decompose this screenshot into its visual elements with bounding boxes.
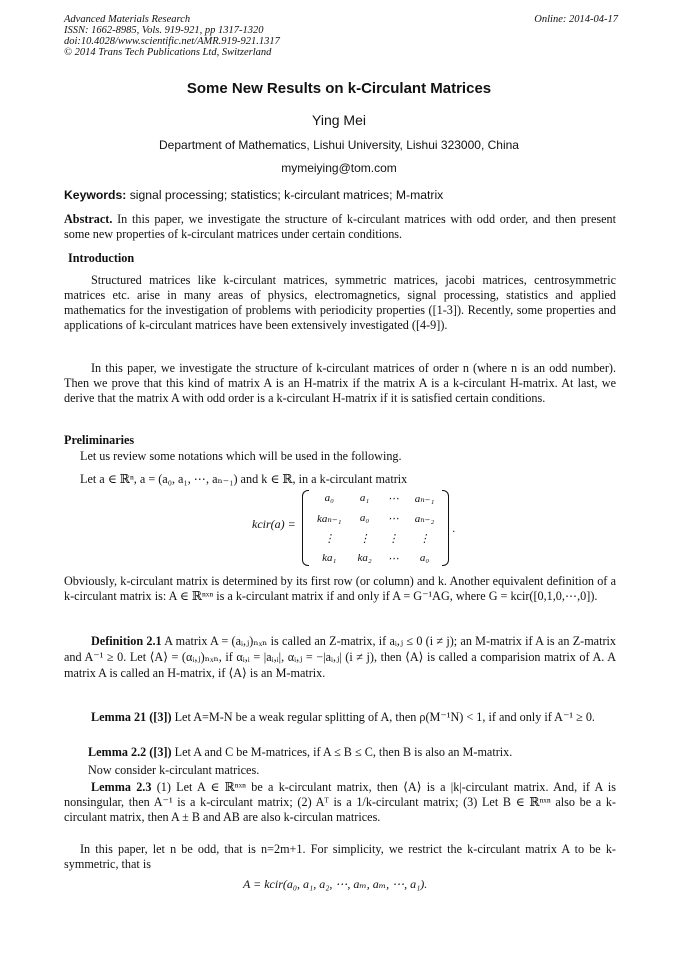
matrix-row <box>309 488 442 508</box>
definition-2-1 <box>64 633 616 681</box>
lemma-2-3 <box>64 780 616 825</box>
matrix-cell: ⋮ <box>323 532 335 545</box>
matrix-period: . <box>452 520 456 535</box>
matrix-cell: aₙ₋₁ <box>414 492 435 505</box>
keywords-line <box>64 188 616 203</box>
kcir-matrix <box>302 488 455 568</box>
journal-name: Advanced Materials Research <box>64 14 191 25</box>
lemma-2-2-label: Lemma 2.2 ([3]) <box>88 745 172 759</box>
affiliation: Department of Mathematics, Lishui University, Lishui 323000, China <box>159 138 519 152</box>
now-consider-line: Now consider k-circulant matrices. <box>88 763 260 777</box>
issn-line: ISSN: 1662-8985, Vols. 919-921, pp 1317-1320 <box>64 25 264 36</box>
copyright-line: © 2014 Trans Tech Publications Ltd, Switzerland <box>64 47 272 58</box>
definition-2-1-text: A matrix A = (aᵢ,ⱼ)ₙₓₙ is called an Z-matrix, if aᵢ,ⱼ ≤ 0 (i ≠ j); an M-matrix if A is an Z-matrix and A⁻¹ ≥ 0. Let ⟨A⟩ = (αᵢ,ⱼ)ₙₓₙ, if αᵢ,ᵢ = |aᵢ,ᵢ|, αᵢ,ⱼ = −|aᵢ,ⱼ| (i ≠ j), then ⟨A⟩ is called a comparision matrix of A. A matrix A is called an H-matrix, if ⟨A⟩ is an M-matrix. <box>64 634 617 680</box>
abstract-text: In this paper, we investigate the structure of k-circulant matrices with odd order, and then present some new properties of k-circulant matrices under certain conditions. <box>64 212 616 241</box>
matrix-cell: a₀ <box>359 512 370 524</box>
matrix-cell: a₀ <box>419 552 430 564</box>
paper-title: Some New Results on k-Circulant Matrices <box>186 80 492 97</box>
matrix-cell: ka₁ <box>322 552 337 564</box>
keywords-text: signal processing; statistics; k-circulant matrices; M-matrix <box>129 188 444 202</box>
prelim-let-line: Let a ∈ ℝⁿ, a = (a₀, a₁, ⋯, aₙ₋₁) and k ∈ ℝ, in a k-circulant matrix <box>80 472 408 486</box>
obviously-paragraph: Obviously, k-circulant matrix is determined by its first row (or column) and k. Another equivalent definition of a k-circulant matrix is: A ∈ ℝⁿˣⁿ is a k-circulant matrix if and only if A = G⁻¹AG, where G = kcir([0,1,0,⋯,0]). <box>64 574 616 603</box>
matrix-row <box>309 528 442 548</box>
lemma-2-3-label: Lemma 2.3 <box>91 780 152 794</box>
matrix-left-bracket <box>302 490 309 566</box>
definition-2-1-label: Definition 2.1 <box>91 634 162 648</box>
matrix-cell: a₁ <box>359 492 370 504</box>
prelim-paragraph-1: Let us review some notations which will be used in the following. <box>80 449 402 463</box>
kcir-lhs: kcir(a) = <box>252 517 296 531</box>
matrix-cell: kaₙ₋₁ <box>317 512 342 525</box>
matrix-row <box>309 508 442 528</box>
matrix-cell: ⋯ <box>387 552 399 565</box>
matrix-row <box>309 548 442 568</box>
matrix-cell: ka₂ <box>357 552 372 564</box>
lemma-2-1 <box>64 710 616 725</box>
lemma-2-2 <box>88 745 616 760</box>
final-paragraph: In this paper, let n be odd, that is n=2m+1. For simplicity, we restrict the k-circulant matrix A to be k-symmetric, that is <box>64 842 616 871</box>
lemma-2-1-text: Let A=M-N be a weak regular splitting of A, then ρ(M⁻¹N) < 1, if and only if A⁻¹ ≥ 0. <box>174 710 595 724</box>
matrix-cell: aₙ₋₂ <box>414 512 435 525</box>
doi-line[interactable]: doi:10.4028/www.scientific.net/AMR.919-921.1317 <box>64 36 280 47</box>
matrix-right-bracket <box>442 490 449 566</box>
matrix-table <box>309 488 442 568</box>
section-heading-introduction: Introduction <box>68 251 135 265</box>
matrix-cell: ⋮ <box>387 532 399 545</box>
keywords-label: Keywords: <box>64 188 127 202</box>
matrix-cell: ⋯ <box>387 492 399 505</box>
intro-paragraph-1: Structured matrices like k-circulant matrices, symmetric matrices, jacobi matrices, centrosymmetric matrices etc. arise in many areas of physics, electromagnetics, signal processing, statistics and applied mathematics for the investigation of problems with periodicity properties ([1-3]). Recently, some properties and applications of k-circulant matrices have been extensively investigated ([4-9]). <box>64 273 616 332</box>
intro-paragraph-2: In this paper, we investigate the structure of k-circulant matrices of order n (where n is an odd number). Then we prove that this kind of matrix A is an H-matrix if the matrix A is a k-circulant H-matrix. At last, we derive that the matrix A with odd order is a k-circulant H-matrix if it is satisfied certain conditions. <box>64 361 616 405</box>
matrix-cell: ⋮ <box>359 532 371 545</box>
author-name: Ying Mei <box>312 112 366 128</box>
abstract-label: Abstract. <box>64 212 113 226</box>
matrix-cell: ⋮ <box>419 532 430 545</box>
lemma-2-3-text: (1) Let A ∈ ℝⁿˣⁿ be a k-circulant matrix, then ⟨A⟩ is a |k|-circulant matrix. And, if A is nonsingular, then A⁻¹ is a k-circulant matrix; (2) Aᵀ is a 1/k-circulant matrix; (3) Let B ∈ ℝⁿˣⁿ also be a k-circulant matrix, then A ± B and AB are also k-circulan matrices. <box>64 780 617 824</box>
matrix-cell: ⋯ <box>387 512 399 525</box>
symmetric-equation: A = kcir(a₀, a₁, a₂, ⋯, aₘ, aₘ, ⋯, a₁). <box>243 877 428 891</box>
journal-header <box>64 14 280 58</box>
lemma-2-2-text: Let A and C be M-matrices, if A ≤ B ≤ C, then B is also an M-matrix. <box>174 745 513 759</box>
section-heading-preliminaries: Preliminaries <box>64 433 135 447</box>
matrix-cell: a₀ <box>324 492 334 504</box>
online-date: Online: 2014-04-17 <box>534 14 618 25</box>
lemma-2-1-label: Lemma 21 ([3]) <box>91 710 172 724</box>
abstract-block <box>64 212 616 242</box>
author-email[interactable]: mymeiying@tom.com <box>281 161 397 175</box>
